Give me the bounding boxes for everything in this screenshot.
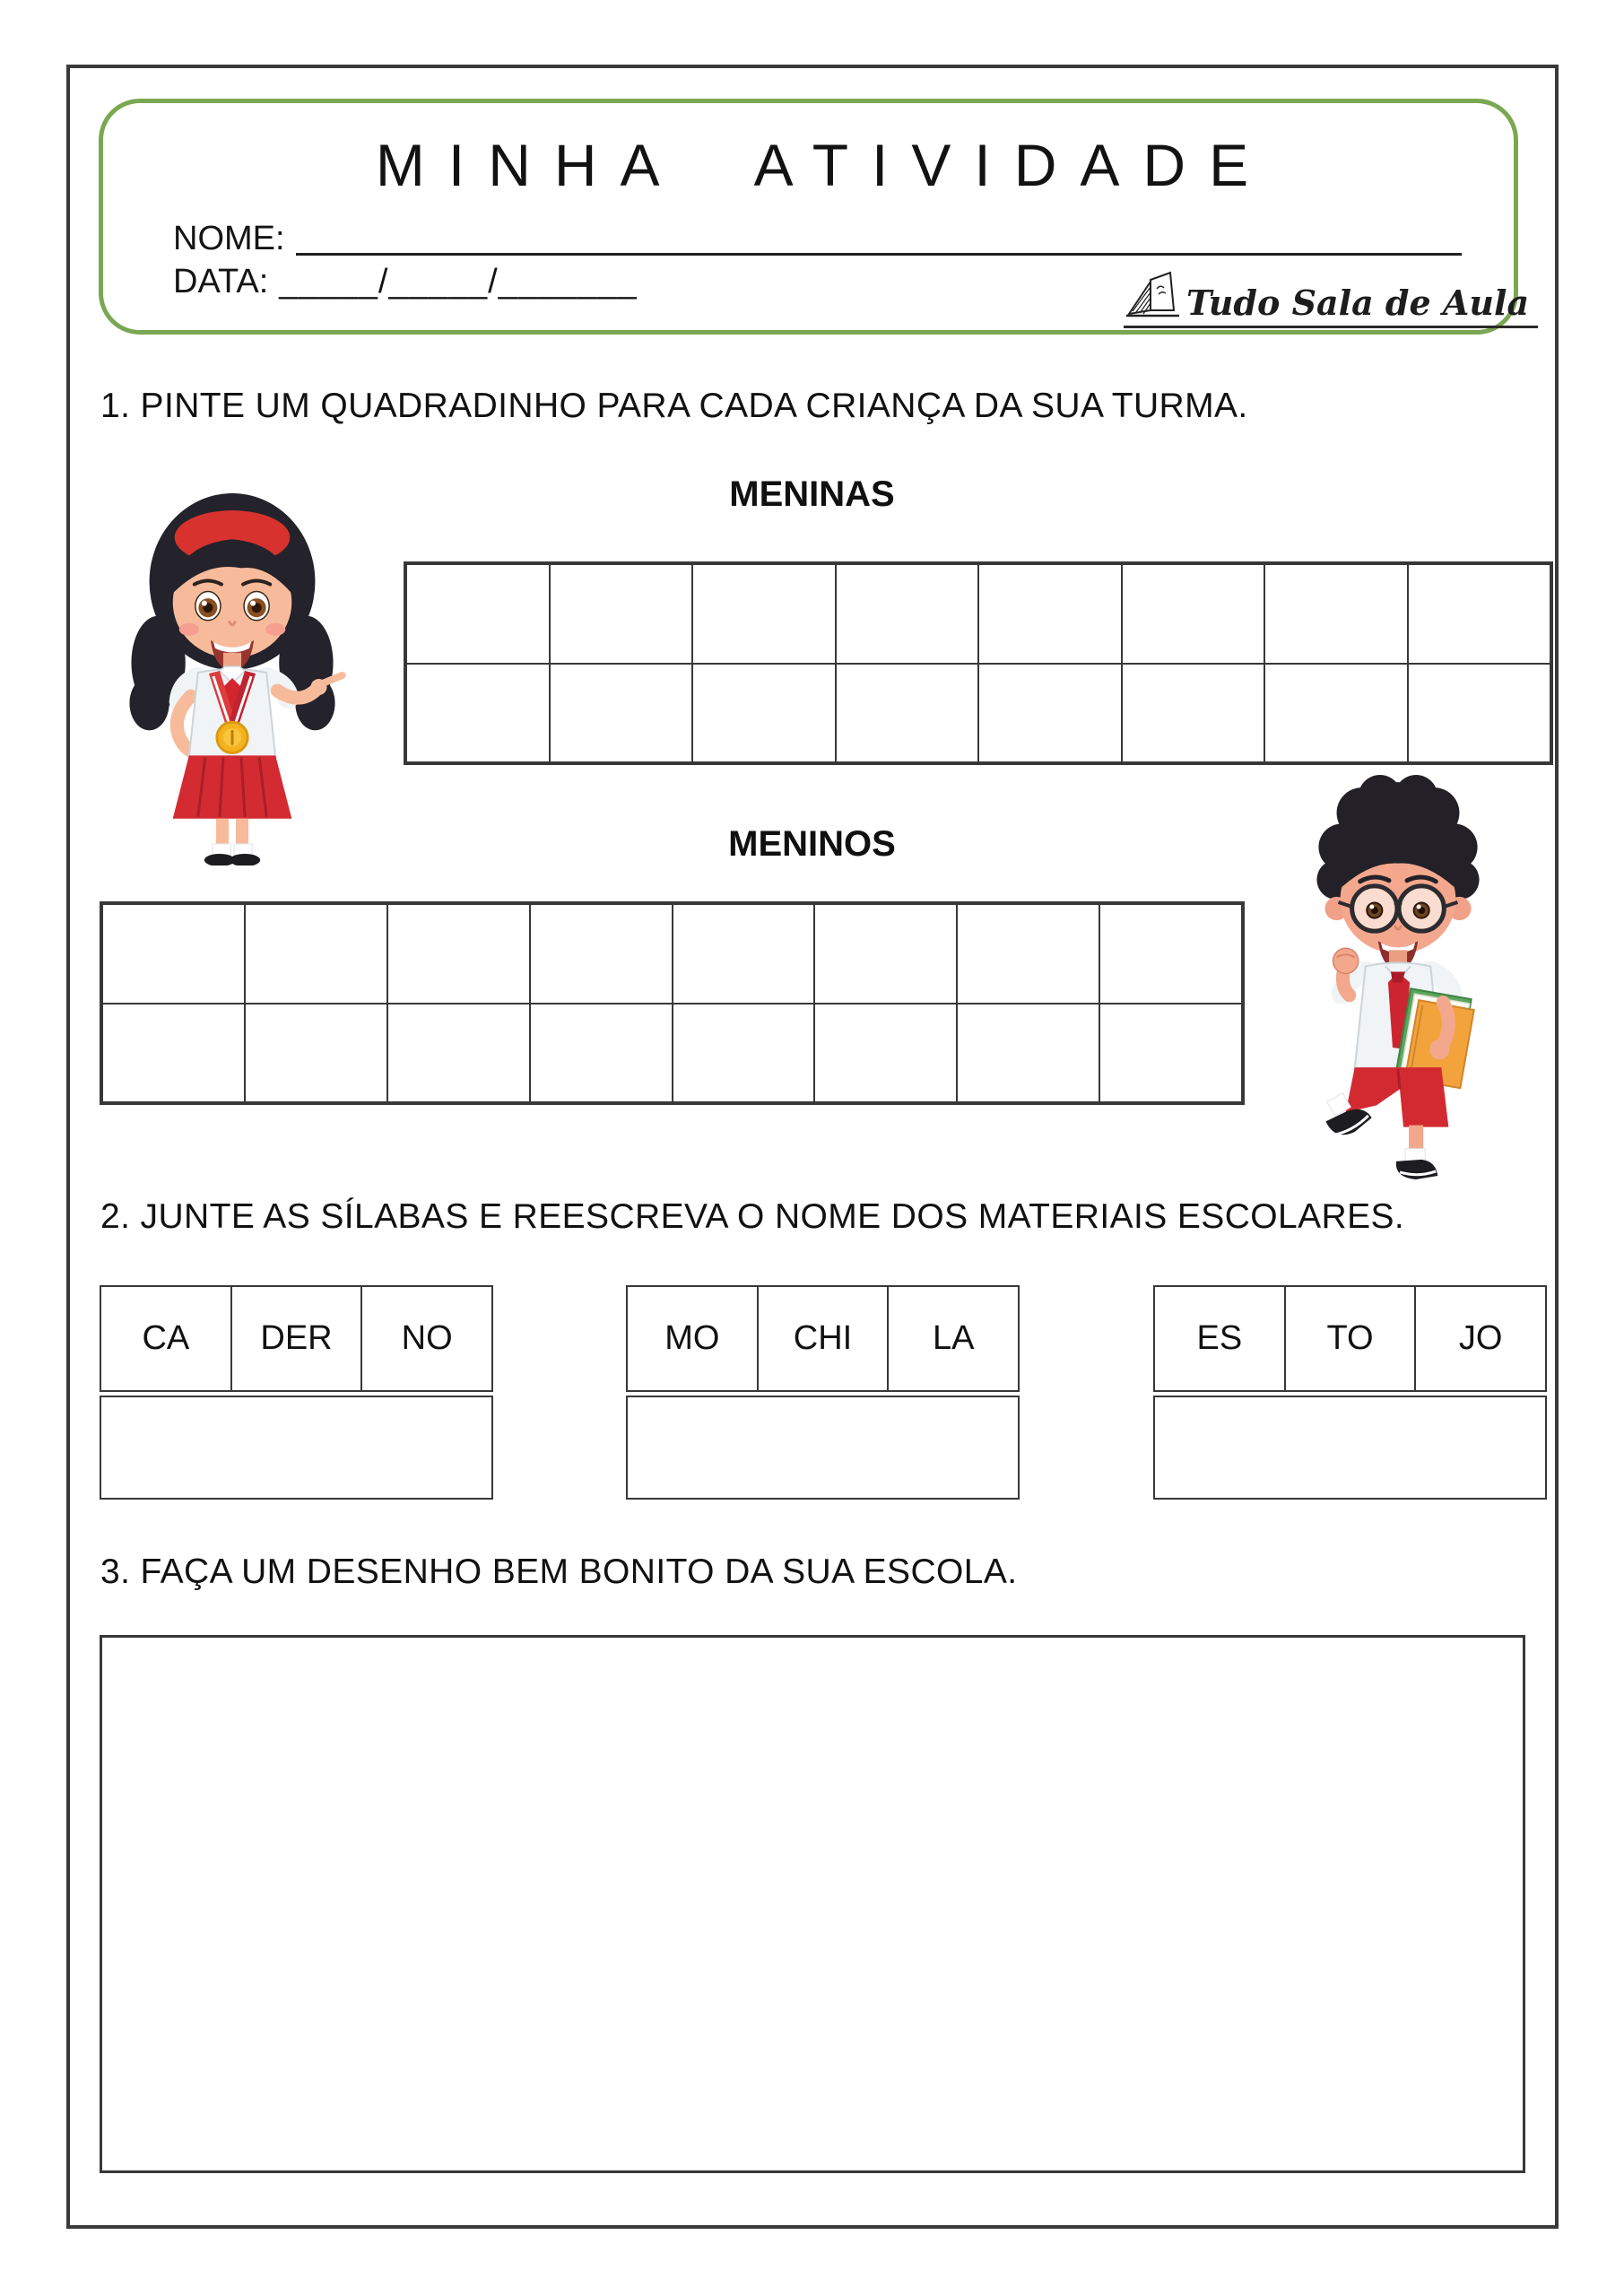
tally-cell[interactable] [1099,1004,1242,1103]
tally-cell[interactable] [836,664,979,763]
syllable-cell: NO [401,1319,453,1357]
syllable-answer-box[interactable] [626,1396,1020,1500]
tally-cell[interactable] [102,1004,245,1103]
boys-section-label: MENINOS [728,824,896,864]
name-input-line[interactable] [296,225,1462,256]
syllable-cell: JO [1458,1319,1503,1357]
open-book-logo-icon [1124,269,1183,324]
syllable-cell: CHI [759,1287,890,1390]
syllable-table-mochila [626,1285,1020,1500]
syllable-answer-box[interactable] [1153,1396,1547,1500]
tally-cell[interactable] [673,904,815,1004]
syllable-table-caderno [100,1285,493,1500]
syllable-cell: TO [1286,1287,1417,1390]
tally-cell[interactable] [692,564,836,664]
tally-cell[interactable] [550,664,693,763]
syllable-cell: CA [101,1287,232,1390]
syllable-row [1153,1285,1547,1392]
syllable-cell: MO [628,1287,759,1390]
tally-cell[interactable] [1408,564,1551,664]
boys-tally-grid [100,901,1245,1105]
logo-wordmark: Tudo Sala de Aula [1186,283,1530,323]
tally-cell[interactable] [245,1004,387,1103]
syllable-answer-box[interactable] [100,1396,493,1500]
syllable-row [626,1285,1020,1392]
question-3-text: 3. FAÇA UM DESENHO BEM BONITO DA SUA ESCOLA. [100,1552,1018,1591]
boy-student-illustration [1290,771,1507,1182]
tally-cell[interactable] [1122,564,1265,664]
tally-cell[interactable] [836,564,979,664]
tally-cell[interactable] [1099,904,1242,1004]
question-1-text: 1. PINTE UM QUADRADINHO PARA CADA CRIANÇA DA SUA TURMA. [100,387,1248,425]
tally-cell[interactable] [1122,664,1265,763]
syllable-table-estojo [1153,1285,1547,1500]
syllable-row [100,1285,493,1392]
date-input-blanks[interactable]: _____/_____/_______ [279,263,638,300]
tally-cell[interactable] [1408,664,1551,763]
name-label: NOME: [173,220,285,257]
syllable-cell: DER [232,1287,363,1390]
tally-cell[interactable] [814,1004,957,1103]
tally-cell[interactable] [957,904,1099,1004]
tally-cell[interactable] [1264,564,1408,664]
tally-cell[interactable] [406,564,550,664]
tally-cell[interactable] [814,904,957,1004]
tally-cell[interactable] [957,1004,1099,1103]
tally-cell[interactable] [530,1004,673,1103]
logo [1124,269,1538,328]
girls-section-label: MENINAS [729,474,895,514]
syllable-cell: ES [1155,1287,1286,1390]
question-2-text: 2. JUNTE AS SÍLABAS E REESCREVA O NOME DOS MATERIAIS ESCOLARES. [100,1197,1405,1236]
date-label: DATA: [173,263,269,300]
page-title: MINHA ATIVIDADE [375,132,1272,198]
girls-tally-grid [404,561,1553,765]
date-row [173,261,638,302]
tally-cell[interactable] [102,904,245,1004]
tally-cell[interactable] [1264,664,1408,763]
tally-cell[interactable] [550,564,693,664]
tally-cell[interactable] [387,1004,530,1103]
tally-cell[interactable] [692,664,836,763]
tally-cell[interactable] [245,904,387,1004]
girl-student-illustration [115,487,350,865]
tally-cell[interactable] [530,904,673,1004]
drawing-area[interactable] [100,1635,1525,2173]
tally-cell[interactable] [406,664,550,763]
syllable-cell: LA [932,1319,975,1357]
name-row [173,218,1462,259]
tally-cell[interactable] [387,904,530,1004]
tally-cell[interactable] [978,664,1122,763]
tally-cell[interactable] [673,1004,815,1103]
tally-cell[interactable] [978,564,1122,664]
